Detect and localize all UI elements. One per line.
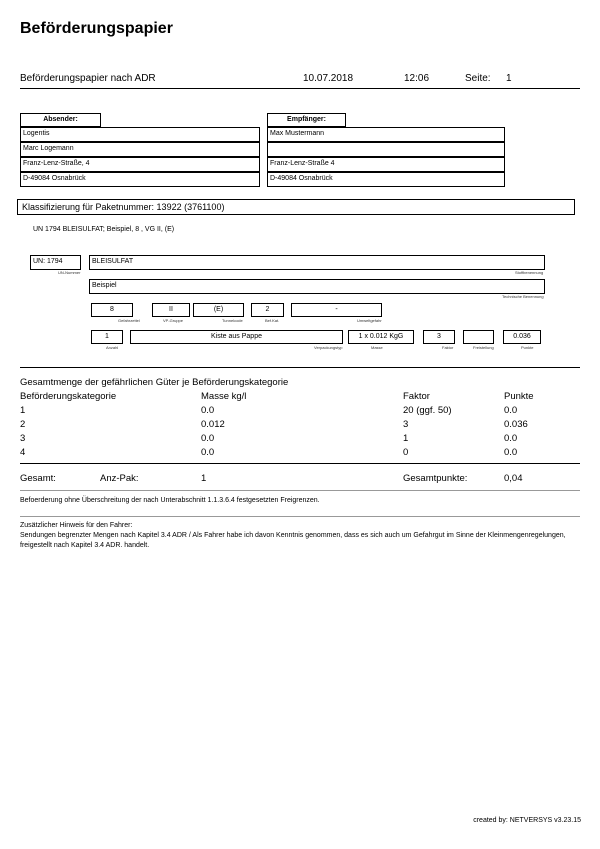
recipient-label: Empfänger: [267,113,346,127]
page-title: Beförderungspapier [20,20,173,37]
environmental-hazard-caption: Umweltgefahr [357,318,382,323]
sender-label: Absender: [20,113,101,127]
document-date: 10.07.2018 [303,73,354,84]
summary-col-category: Beförderungskategorie [20,391,117,402]
hazard-label-caption: Gefahrzettel [118,318,140,323]
document-time: 12:06 [404,73,430,84]
quantity-caption: Anzahl [106,345,119,350]
mass-value: 1 x 0.012 KgG [348,330,414,344]
classification-box: Klassifizierung für Paketnummer: 13922 (3761100) [17,199,575,215]
total-points-label: Gesamtpunkte: [403,473,468,484]
exemption-caption: Freistellung [473,345,494,350]
factor-value: 3 [423,330,455,344]
sender-line: Franz-Lenz-Straße, 4 [20,157,260,172]
total-points-value: 0,04 [504,473,523,484]
hazard-label-value: 8 [91,303,133,317]
summary-cell: 0.0 [504,433,518,444]
section-divider [20,367,580,368]
summary-cell: 0.0 [201,447,215,458]
summary-cell: 4 [20,447,26,458]
notes-divider [20,516,580,517]
summary-heading: Gesamtmenge der gefährlichen Güter je Beförderungskategorie [20,377,289,388]
un-summary-line: UN 1794 BLEISULFAT; Beispiel, 8 , VG II, (E) [33,226,175,233]
sender-line: Logentis [20,127,260,142]
recipient-line: D-49084 Osnabrück [267,172,505,187]
sender-line: D-49084 Osnabrück [20,172,260,187]
summary-col-points: Punkte [504,391,534,402]
header-divider [20,88,580,89]
packing-group-value: II [152,303,190,317]
package-count-label: Anz-Pak: [100,473,139,484]
packing-group-caption: VP-Gruppe [163,318,184,323]
summary-cell: 0.012 [201,419,225,430]
notes-divider [20,490,580,491]
tunnel-code-caption: Tunnelcode [222,318,243,323]
summary-cell: 0.0 [504,447,518,458]
recipient-line [267,142,505,157]
summary-cell: 0 [403,447,409,458]
substance-name: BLEISULFAT [89,255,545,270]
substance-name-caption: Stoffbenennung [515,270,544,275]
recipient-line: Max Mustermann [267,127,505,142]
tunnel-code-value: (E) [193,303,244,317]
footer-credit: created by: NETVERSYS v3.23.15 [473,817,581,824]
technical-name-caption: Technische Benennung [502,294,544,299]
summary-cell: 20 (ggf. 50) [403,405,452,416]
summary-col-mass: Masse kg/l [201,391,247,402]
summary-cell: 0.036 [504,419,528,430]
un-number: UN: 1794 [30,255,81,270]
summary-cell: 3 [20,433,26,444]
factor-caption: Faktor [442,345,454,350]
points-value: 0.036 [503,330,541,344]
summary-col-factor: Faktor [403,391,430,402]
summary-cell: 3 [403,419,409,430]
points-caption: Punkte [521,345,534,350]
exemption-note: Befoerderung ohne Überschreitung der nach Unterabschnitt 1.1.3.6.4 festgesetzten Freigrenzen. [20,497,320,504]
document-type: Beförderungspapier nach ADR [20,73,156,84]
summary-cell: 0.0 [201,405,215,416]
summary-cell: 0.0 [201,433,215,444]
driver-note-body: Sendungen begrenzter Mengen nach Kapitel 3.4 ADR / Als Fahrer habe ich davon Kenntnis genommen, dass es sich auch um Gefahrgut im Sinne der Kleinmengenregelungen, freigestellt nach Kapitel 3.4 ADR. handelt. [20,532,566,549]
transport-category-value: 2 [251,303,284,317]
un-number-caption: UN-Nummer [58,270,81,275]
summary-divider [20,463,580,464]
quantity-value: 1 [91,330,123,344]
transport-category-caption: Bef.Kat. [265,318,280,323]
summary-cell: 2 [20,419,26,430]
summary-cell: 1 [403,433,409,444]
environmental-hazard-value: - [291,303,382,317]
packaging-type-value: Kiste aus Pappe [130,330,343,344]
packaging-type-caption: Verpackungstyp [314,345,343,350]
sender-line: Marc Logemann [20,142,260,157]
package-count-value: 1 [201,473,207,484]
mass-caption: Masse [371,345,383,350]
recipient-line: Franz-Lenz-Straße 4 [267,157,505,172]
page-label: Seite: [465,73,491,84]
summary-cell: 1 [20,405,26,416]
exemption-value [463,330,494,344]
summary-cell: 0.0 [504,405,518,416]
page-number: 1 [506,73,512,84]
technical-name: Beispiel [89,279,545,294]
total-label: Gesamt: [20,473,56,484]
driver-note-title: Zusätzlicher Hinweis für den Fahrer: [20,522,133,529]
